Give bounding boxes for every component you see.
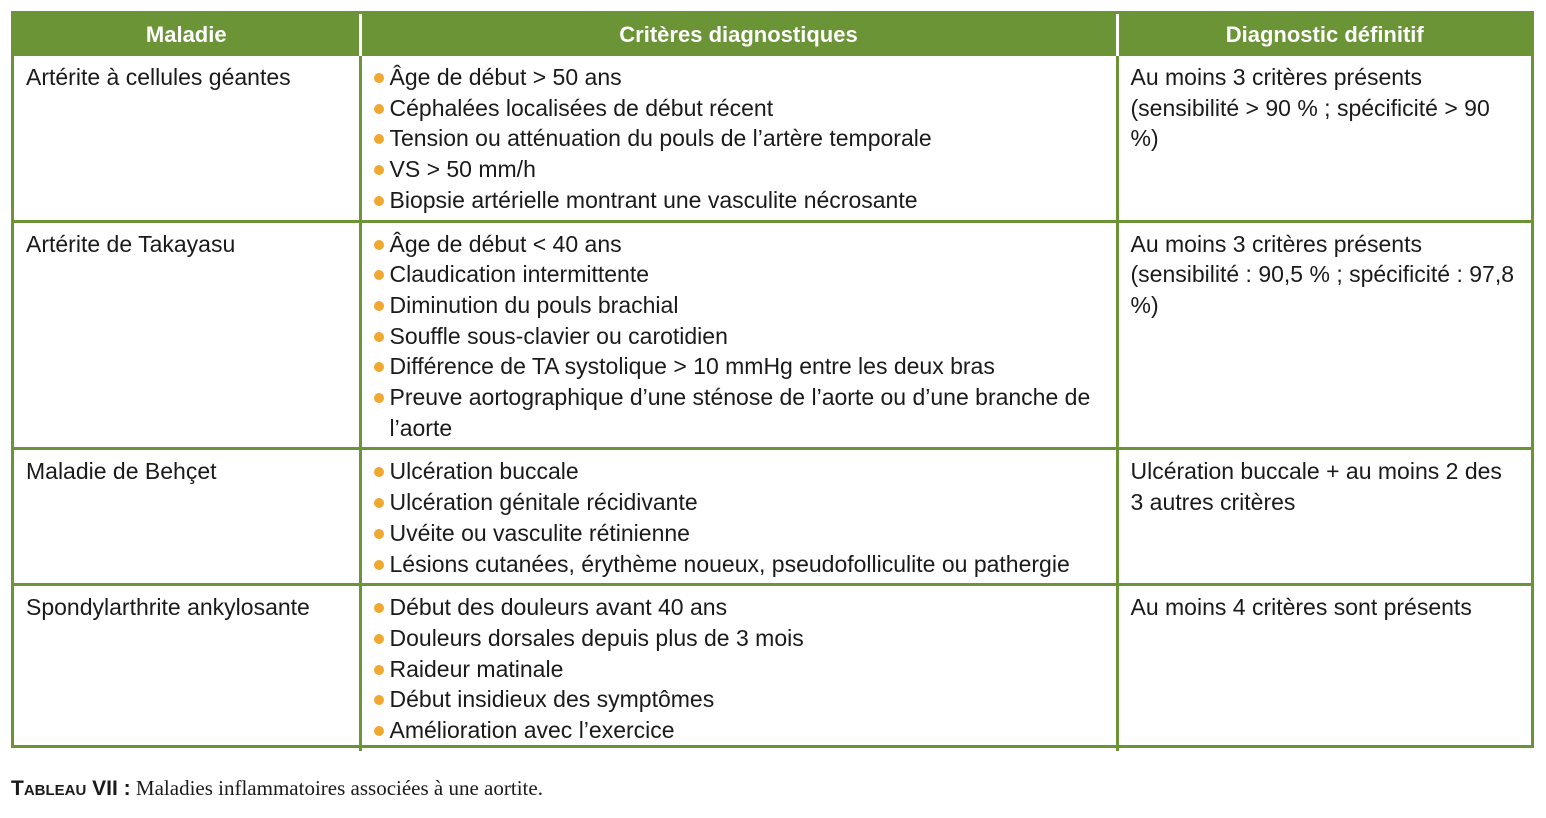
- criteria-text: Ulcération buccale: [389, 458, 579, 485]
- bullet-dot-icon: [374, 301, 384, 311]
- criteria-text: Tension ou atténuation du pouls de l’artère temporale: [389, 125, 932, 152]
- cell-criteres: [360, 221, 1117, 449]
- table-body: [14, 56, 1531, 751]
- bullet-dot-icon: [374, 467, 384, 477]
- bullet-dot-icon: [374, 165, 384, 175]
- criteria-list: [372, 229, 1106, 444]
- caption-label: Tableau VII :: [11, 777, 131, 800]
- criteria-text: Biopsie artérielle montrant une vasculite nécrosante: [389, 186, 918, 213]
- column-header-criteres: Critères diagnostiques: [360, 14, 1117, 56]
- criteria-text: Ulcération génitale récidivante: [389, 489, 698, 516]
- bullet-dot-icon: [374, 603, 384, 613]
- criteria-item: [372, 549, 1106, 580]
- bullet-dot-icon: [374, 726, 384, 736]
- cell-maladie: Maladie de Behçet: [14, 449, 360, 585]
- table-caption: [11, 776, 543, 801]
- column-header-diagnostic: Diagnostic définitif: [1117, 14, 1531, 56]
- cell-diagnostic: Au moins 3 critères présents (sensibilité > 90 % ; spécificité > 90 %): [1117, 56, 1531, 221]
- bullet-dot-icon: [374, 560, 384, 570]
- criteria-text: Début des douleurs avant 40 ans: [389, 594, 728, 621]
- bullet-dot-icon: [374, 240, 384, 250]
- bullet-dot-icon: [374, 393, 384, 403]
- bullet-dot-icon: [374, 665, 384, 675]
- criteria-text: Claudication intermittente: [389, 261, 650, 288]
- cell-maladie: Spondylarthrite ankylosante: [14, 585, 360, 751]
- criteria-item: [372, 654, 1106, 685]
- cell-criteres: [360, 56, 1117, 221]
- criteria-item: [372, 229, 1106, 260]
- criteria-text: Raideur matinale: [389, 655, 564, 682]
- table-row: [14, 585, 1531, 751]
- bullet-dot-icon: [374, 73, 384, 83]
- aortitis-table: [14, 14, 1531, 751]
- criteria-text: Uvéite ou vasculite rétinienne: [389, 519, 690, 546]
- cell-diagnostic: Au moins 3 critères présents (sensibilité : 90,5 % ; spécificité : 97,8 %): [1117, 221, 1531, 449]
- table-header-row: [14, 14, 1531, 56]
- criteria-item: [372, 62, 1106, 93]
- bullet-dot-icon: [374, 498, 384, 508]
- criteria-item: [372, 623, 1106, 654]
- criteria-text: Douleurs dorsales depuis plus de 3 mois: [389, 624, 804, 651]
- criteria-item: [372, 154, 1106, 185]
- table-row: [14, 221, 1531, 449]
- criteria-list: [372, 456, 1106, 579]
- cell-criteres: [360, 449, 1117, 585]
- criteria-item: [372, 259, 1106, 290]
- criteria-text: Diminution du pouls brachial: [389, 291, 679, 318]
- criteria-item: [372, 382, 1106, 443]
- criteria-item: [372, 518, 1106, 549]
- criteria-text: Souffle sous-clavier ou carotidien: [389, 322, 728, 349]
- criteria-item: [372, 351, 1106, 382]
- bullet-dot-icon: [374, 362, 384, 372]
- criteria-item: [372, 592, 1106, 623]
- column-header-maladie: Maladie: [14, 14, 360, 56]
- criteria-list: [372, 62, 1106, 216]
- criteria-text: Âge de début < 40 ans: [389, 230, 622, 257]
- criteria-text: Début insidieux des symptômes: [389, 686, 715, 713]
- criteria-item: [372, 684, 1106, 715]
- criteria-item: [372, 321, 1106, 352]
- criteria-item: [372, 290, 1106, 321]
- cell-maladie: Artérite à cellules géantes: [14, 56, 360, 221]
- table-row: [14, 56, 1531, 221]
- table-row: [14, 449, 1531, 585]
- criteria-text: Lésions cutanées, érythème noueux, pseudofolliculite ou pathergie: [389, 550, 1070, 577]
- criteria-list: [372, 592, 1106, 746]
- cell-diagnostic: Au moins 4 critères sont présents: [1130, 594, 1472, 621]
- criteria-text: Âge de début > 50 ans: [389, 64, 622, 90]
- bullet-dot-icon: [374, 695, 384, 705]
- cell-diagnostic: Ulcération buccale + au moins 2 des 3 autres critères: [1117, 449, 1531, 585]
- criteria-item: [372, 123, 1106, 154]
- bullet-dot-icon: [374, 134, 384, 144]
- criteria-item: [372, 487, 1106, 518]
- criteria-item: [372, 185, 1106, 216]
- caption-text: Maladies inflammatoires associées à une aortite.: [130, 776, 543, 800]
- criteria-item: [372, 93, 1106, 124]
- bullet-dot-icon: [374, 270, 384, 280]
- cell-criteres: [360, 585, 1117, 751]
- aortitis-table-container: [11, 11, 1534, 748]
- criteria-text: VS > 50 mm/h: [389, 156, 536, 183]
- bullet-dot-icon: [374, 104, 384, 114]
- criteria-item: [372, 715, 1106, 746]
- table-header: [14, 14, 1531, 56]
- cell-maladie: Artérite de Takayasu: [14, 221, 360, 449]
- bullet-dot-icon: [374, 529, 384, 539]
- criteria-text: Amélioration avec l’exercice: [389, 717, 675, 744]
- criteria-text: Différence de TA systolique > 10 mmHg entre les deux bras: [389, 353, 995, 380]
- criteria-item: [372, 456, 1106, 487]
- bullet-dot-icon: [374, 196, 384, 206]
- criteria-text: Preuve aortographique d’une sténose de l’aorte ou d’une branche de l’aorte: [389, 384, 1091, 441]
- criteria-text: Céphalées localisées de début récent: [389, 94, 774, 121]
- bullet-dot-icon: [374, 332, 384, 342]
- bullet-dot-icon: [374, 634, 384, 644]
